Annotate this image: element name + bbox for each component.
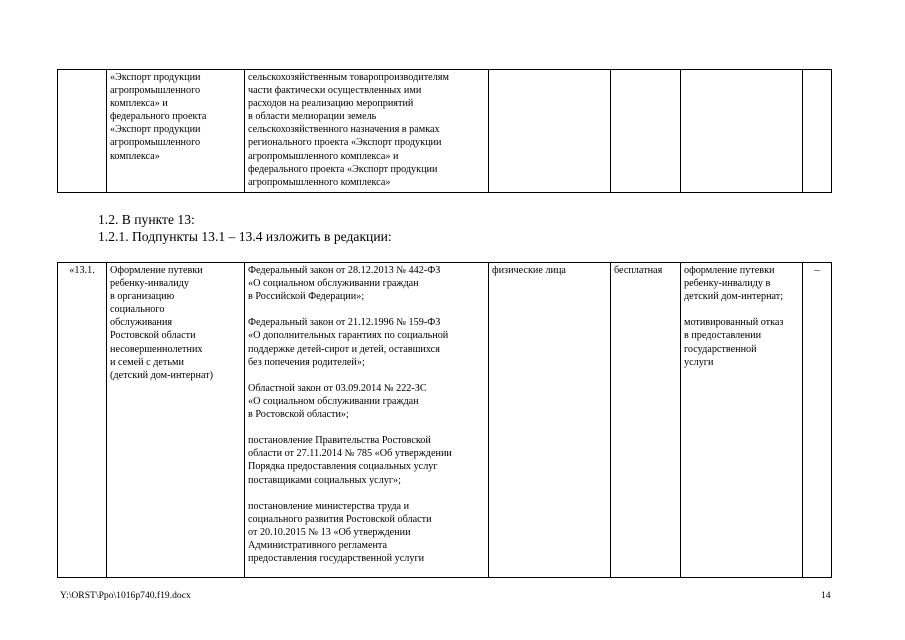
cell-legal-basis: сельскохозяйственным товаропроизводителям части фактически осуществленных ими расходов на реализацию мероприятий в области мелиорации земель сельскохозяйственного назначения в рамках регионального проекта «Экспорт продукции агропромышленного комплекса» и федерального проекта «Экспорт продукции агропромышленного комплекса» (245, 70, 489, 193)
cell-applicants: физические лица (489, 263, 611, 578)
table-services (57, 262, 832, 578)
cell-service-name: «Экспорт продукции агропромышленного комплекса» и федерального проекта «Экспорт продукции агропромышленного комплекса» (107, 70, 245, 193)
cell-extra: – (803, 263, 832, 578)
cell-applicants (489, 70, 611, 193)
table-continuation (57, 69, 832, 193)
cell-number (58, 70, 107, 193)
cell-number: «13.1. (58, 263, 107, 578)
cell-fee (611, 70, 681, 193)
cell-result: оформление путевки ребенку-инвалиду в детский дом-интернат; мотивированный отказ в предоставлении государственной услуги (681, 263, 803, 578)
paragraph-subpoints: 1.2.1. Подпункты 13.1 – 13.4 изложить в редакции: (98, 229, 392, 244)
table-row (58, 70, 832, 193)
cell-legal-basis: Федеральный закон от 28.12.2013 № 442-ФЗ «О социальном обслуживании граждан в Российской Федерации»; Федеральный закон от 21.12.1996 № 159-ФЗ «О дополнительных гарантиях по социальной поддержке детей-сирот и детей, оставшихся без попечения родителей»; Областной закон от 03.09.2014 № 222-ЗС «О социальном обслуживании граждан в Ростовской области»; постановление Правительства Ростовской области от 27.11.2014 № 785 «Об утверждении Порядка предоставления социальных услуг поставщиками социальных услуг»; постановление министерства труда и социального развития Ростовской области от 20.10.2015 № 13 «Об утверждении Административного регламента предоставления государственной услуги (245, 263, 489, 578)
paragraph-point-13: 1.2. В пункте 13: (98, 212, 195, 227)
cell-result (681, 70, 803, 193)
footer-page-number: 14 (821, 590, 831, 601)
cell-extra (803, 70, 832, 193)
cell-service-name: Оформление путевки ребенку-инвалиду в организацию социального обслуживания Ростовской области несовершеннолетних и семей с детьми (детский дом-интернат) (107, 263, 245, 578)
footer-file-path: Y:\ORST\Ppo\1016p740.f19.docx (60, 590, 191, 601)
cell-fee: бесплатная (611, 263, 681, 578)
table-row (58, 263, 832, 578)
